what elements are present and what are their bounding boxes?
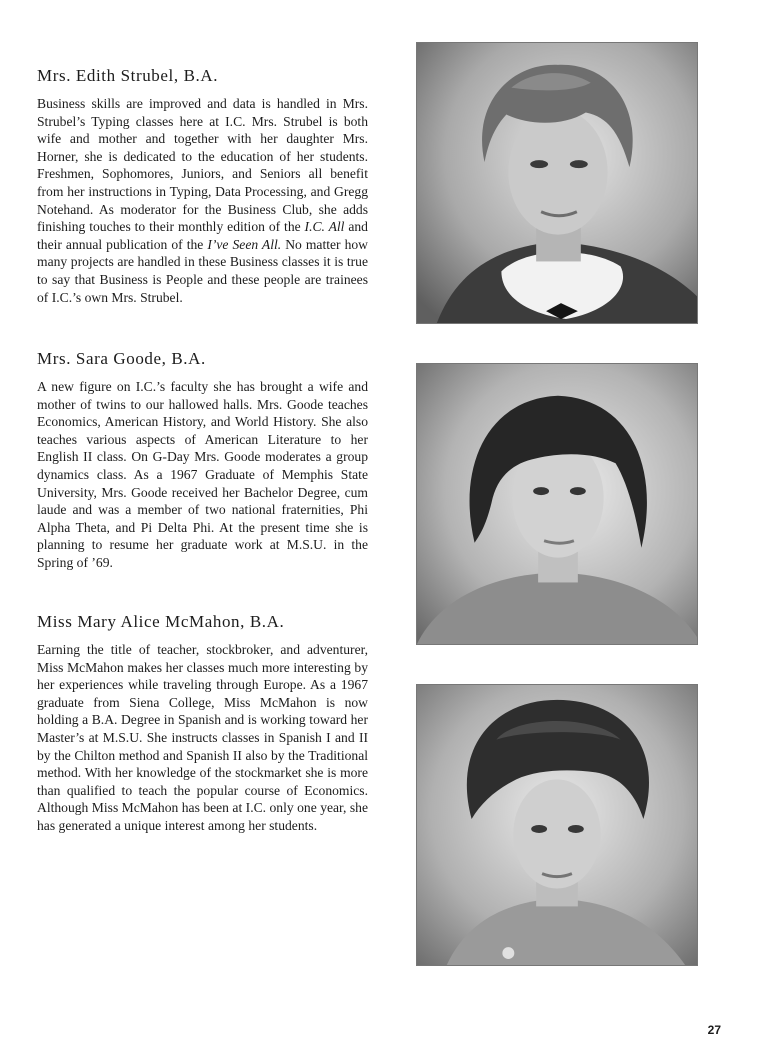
bio-edith-strubel bbox=[37, 66, 368, 306]
portrait-photo bbox=[416, 42, 698, 324]
bio-text-segment: and their annual publication of the bbox=[37, 219, 368, 252]
bio-sara-goode bbox=[37, 349, 368, 572]
portrait-photo bbox=[416, 684, 698, 966]
bio-text-segment: Earning the title of teacher, stockbroker, and adventurer, Miss McMahon makes her classes much more interesting by her experiences while traveling through Europe. As a 1967 graduate from Siena College, Miss McMahon is now holding a B.A. Degree in Spanish and is working toward her Master’s at M.S.U. She instructs classes in Spanish I and II by the Chilton method and Spanish II also by the Traditional method. With her knowledge of the stockmarket she is more than qualified to teach the popular course of Economics. Although Miss McMahon has been at I.C. only one year, she has generated a unique interest among her students. bbox=[37, 642, 368, 833]
bio-mary-alice-mcmahon bbox=[37, 612, 368, 835]
publication-title: I’ve Seen All. bbox=[207, 236, 282, 252]
teacher-name: Miss Mary Alice McMahon, B.A. bbox=[37, 612, 285, 631]
bio-text-segment: A new figure on I.C.’s faculty she has brought a wife and mother of twins to our hallowed halls. Mrs. Goode teaches Economics, American History, and World History. She also teaches various aspects of American Literature to her English II class. On G-Day Mrs. Goode moderates a group dynamics class. As a 1967 Graduate of Memphis State University, Mrs. Goode received her Bachelor Degree, cum laude and was a member of two national fraternities, Phi Alpha Theta, and Pi Delta Phi. At the present time she is planning to resume her graduate work at M.S.U. in the Spring of ’69. bbox=[37, 379, 368, 570]
page-number: 27 bbox=[707, 1023, 721, 1037]
teacher-bio bbox=[37, 378, 368, 572]
publication-title: I.C. All bbox=[304, 219, 345, 235]
bio-text-segment: Business skills are improved and data is handled in Mrs. Strubel’s Typing classes here at I.C. Mrs. Strubel is both wife and mother and together with her daughter Mrs. Horner, she is dedicated to the education of her students. Freshmen, Sophomores, Juniors, and Seniors all benefit from her instructions in Typing, Data Processing, and Gregg Notehand. As moderator for the Business Club, she adds finishing touches to their monthly edition of the bbox=[37, 96, 368, 235]
teacher-name: Mrs. Edith Strubel, B.A. bbox=[37, 66, 219, 85]
teacher-bio bbox=[37, 641, 368, 835]
bio-text-segment: No matter how many projects are handled in these Business classes it is true to say that Business is People and these people are trainees of I.C.’s own Mrs. Strubel. bbox=[37, 236, 368, 305]
teacher-bio bbox=[37, 95, 368, 306]
portrait-photo bbox=[416, 363, 698, 645]
teacher-name: Mrs. Sara Goode, B.A. bbox=[37, 349, 206, 368]
